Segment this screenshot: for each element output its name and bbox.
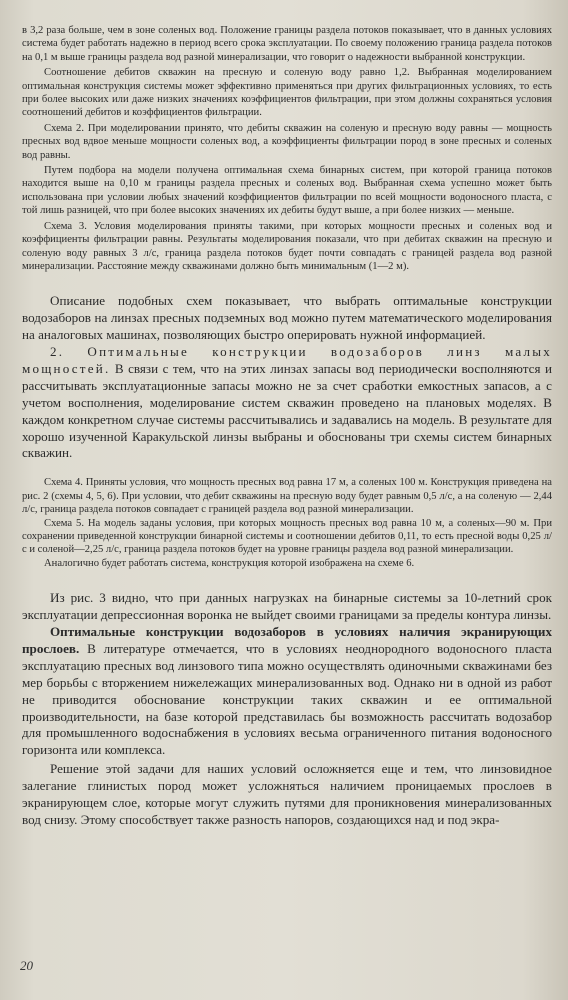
paragraph-6: Описание подобных схем показывает, что выбрать оптимальные конструкции водозаборов на линзах пресных подземных вод можно путем математического моделирования на аналоговых машинах, позволяющих быстро оперировать нужной информацией. <box>22 293 552 343</box>
paragraph-scheme-5: Схема 5. На модель заданы условия, при которых мощность пресных вод равна 10 м, а соленых—90 м. При сохранении приведенной конструкции бинарной системы и соотношении дебитов 0,11, то есть пресной воды 0,25 л/с и соленой—2,25 л/с, граница раздела потоков будет на уровне границы раздела вод разной минерализации. <box>22 517 552 556</box>
paragraph-12-text: В литературе отмечается, что в условиях неоднородного водоносного пласта эксплуатацию пресных вод линзового типа можно осуществлять одиночными скважинами без мер борьбы с вторжением нижележащих минерализованных вод. Однако ни в одной из работ не приводится обоснование конструкции таких скважин и ее оптимальной производительности, на базе которой представилась бы возможность рассчитать водозабор для промышленного водоснабжения в условиях весьма ограниченного питания водоносного горизонта или комплекса. <box>22 640 552 758</box>
paragraph-7-text: В связи с тем, что на этих линзах запасы вод периодически восполняются и рассчитывать эксплуатационные запасы можно не за счет сработки емкостных запасов, а с учетом восполнения, моделирование систем скважин проведено на плановых моделях. В каждом конкретном случае системы рассчитывались и задавались на модель. В результате для хорошо изученной Каракульской линзы выбраны и обоснованы три схемы систем бинарных скважин. <box>22 360 552 461</box>
page-text <box>22 24 552 829</box>
section-heading-screening-layers: Оптимальные конструкции водозаборов в условиях наличия экранирующих прослоев. <box>22 624 552 656</box>
paragraph-scheme-6: Аналогично будет работать система, конструкция которой изображена на схеме 6. <box>44 557 415 569</box>
paragraph-11: Из рис. 3 видно, что при данных нагрузках на бинарные системы за 10-летний срок эксплуатации депрессионная воронка не выйдет своими границами за пределы контура линзы. <box>22 590 552 623</box>
page-number: 20 <box>20 958 33 973</box>
paragraph-4: Путем подбора на модели получена оптимальная схема бинарных систем, при которой граница потоков находится выше на 0,10 м границы раздела пресных и соленых вод. Выбранная схема успешно может быть использована при условии любых значений коэффициентов фильтрации по всей мощности водоносного пласта, с той лишь разницей, что при более высоких значениях их дебиты будут выше, а при более низких — меньше. <box>22 165 552 217</box>
section-heading-small-lenses: 2. Оптимальные конструкции водозаборов линз малых мощностей. <box>22 344 552 376</box>
paragraph-2: Соотношение дебитов скважин на пресную и соленую воду равно 1,2. Выбранная моделированием оптимальная конструкция системы может эффективно применяться при других фильтрационных условиях, то есть при более высоких или даже низких значениях коэффициентов фильтрации, при этом должны сохраняться условия соотношений дебитов и коэффициентов фильтрации. <box>22 67 552 119</box>
paragraph-1: в 3,2 раза больше, чем в зоне соленых вод. Положение границы раздела потоков показывает, что в данных условиях система будет работать надежно в период всего срока эксплуатации. По своему положению граница раздела потоков на 0,1 м выше границы раздела вод разной минерализации, что говорит о надежности выбранной конструкции. <box>22 25 552 63</box>
paragraph-scheme-3: Схема 3. Условия моделирования приняты такими, при которых мощности пресных и соленых вод и коэффициенты фильтрации равны. Результаты моделирования показали, что при дебитах скважин на пресную и соленую воду равных 3 л/с, граница раздела потоков будет почти совпадать с границей раздела вод разной минерализации. Расстояние между скважинами должно быть минимальным (1—2 м). <box>22 220 552 272</box>
paragraph-scheme-2: Схема 2. При моделировании принято, что дебиты скважин на соленую и пресную воду равны — мощность пресных вод вдвое меньше мощности соленых вод, а коэффициенты фильтрации пород в зоне пресных и соленых вод равны. <box>22 122 552 161</box>
paragraph-7 <box>22 344 552 462</box>
paragraph-12 <box>22 624 552 759</box>
paragraph-scheme-4: Схема 4. Приняты условия, что мощность пресных вод равна 17 м, а соленых 100 м. Конструкция приведена на рис. 2 (схемы 4, 5, 6). При условии, что дебит скважины на пресную воду будет равным 0,5 л/с, а на соленую — 2,44 л/с, граница раздела потоков совпадает с границей раздела вод разной минерализации. <box>22 477 552 516</box>
paragraph-13: Решение этой задачи для наших условий осложняется еще и тем, что линзовидное залегание глинистых пород может усложняться наличием проницаемых прослоев в экранирующем слое, которые могут служить путями для проникновения минерализованных вод снизу. Этому способствует также разность напоров, создающихся над и под экра- <box>22 761 552 827</box>
